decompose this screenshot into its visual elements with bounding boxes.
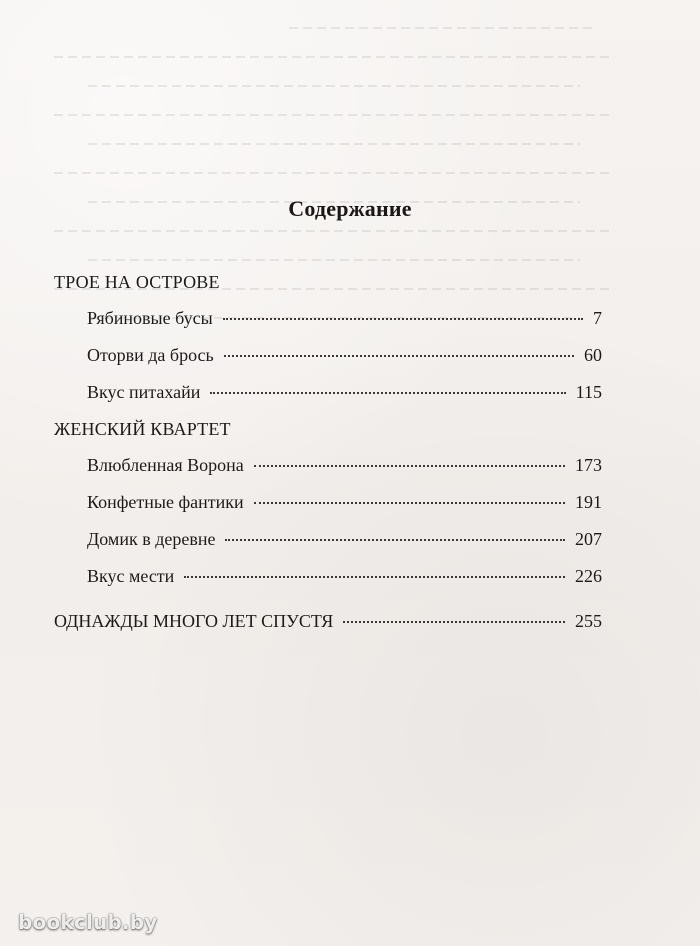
- toc-item-label: Рябиновые бусы: [87, 308, 213, 328]
- toc-item: [87, 565, 602, 587]
- toc-item: [87, 528, 602, 550]
- leader-dots: [184, 575, 565, 578]
- bleed-line: [54, 230, 614, 232]
- page-title: Содержание: [288, 196, 412, 221]
- toc-item-page: 207: [575, 529, 602, 549]
- toc-item-page: 191: [575, 492, 602, 512]
- bleed-line: [54, 56, 614, 58]
- toc-item-page: 115: [575, 382, 602, 402]
- table-of-contents: [54, 271, 602, 647]
- toc-item-label: ОДНАЖДЫ МНОГО ЛЕТ СПУСТЯ: [54, 611, 334, 631]
- toc-section-title: ТРОЕ НА ОСТРОВЕ: [54, 272, 220, 292]
- toc-section-title: ЖЕНСКИЙ КВАРТЕТ: [54, 419, 231, 439]
- site-watermark: bookclub.by: [18, 910, 158, 934]
- toc-item: [87, 491, 602, 513]
- bleed-line: [289, 27, 597, 29]
- bleed-line: [88, 143, 581, 145]
- toc-section-1: [54, 271, 602, 403]
- leader-dots: [225, 538, 565, 541]
- leader-dots: [254, 501, 565, 504]
- toc-item: [87, 381, 602, 403]
- toc-item-label: Вкус мести: [87, 566, 175, 586]
- toc-item: [87, 344, 602, 366]
- bleed-line: [54, 172, 614, 174]
- toc-item-page: 226: [575, 566, 602, 586]
- toc-item-page: 60: [584, 345, 602, 365]
- bleed-line: [88, 259, 581, 261]
- toc-item-label: Вкус питахайи: [87, 382, 201, 402]
- toc-item-page: 173: [575, 455, 602, 475]
- toc-final-entry: [54, 610, 602, 632]
- bleed-line: [88, 85, 581, 87]
- toc-item-label: Влюбленная Ворона: [87, 455, 244, 475]
- toc-item: [87, 454, 602, 476]
- toc-item-label: Конфетные фантики: [87, 492, 244, 512]
- bleed-line: [54, 114, 614, 116]
- leader-dots: [210, 391, 565, 394]
- leader-dots: [224, 354, 574, 357]
- toc-item: [87, 307, 602, 329]
- toc-spacer: [54, 602, 602, 610]
- toc-item-label: Оторви да брось: [87, 345, 214, 365]
- leader-dots: [223, 317, 583, 320]
- toc-section-2: [54, 418, 602, 587]
- toc-item-page: 7: [593, 308, 602, 328]
- toc-item-page: 255: [575, 611, 602, 631]
- leader-dots: [254, 464, 565, 467]
- leader-dots: [343, 620, 565, 623]
- toc-item-label: Домик в деревне: [87, 529, 216, 549]
